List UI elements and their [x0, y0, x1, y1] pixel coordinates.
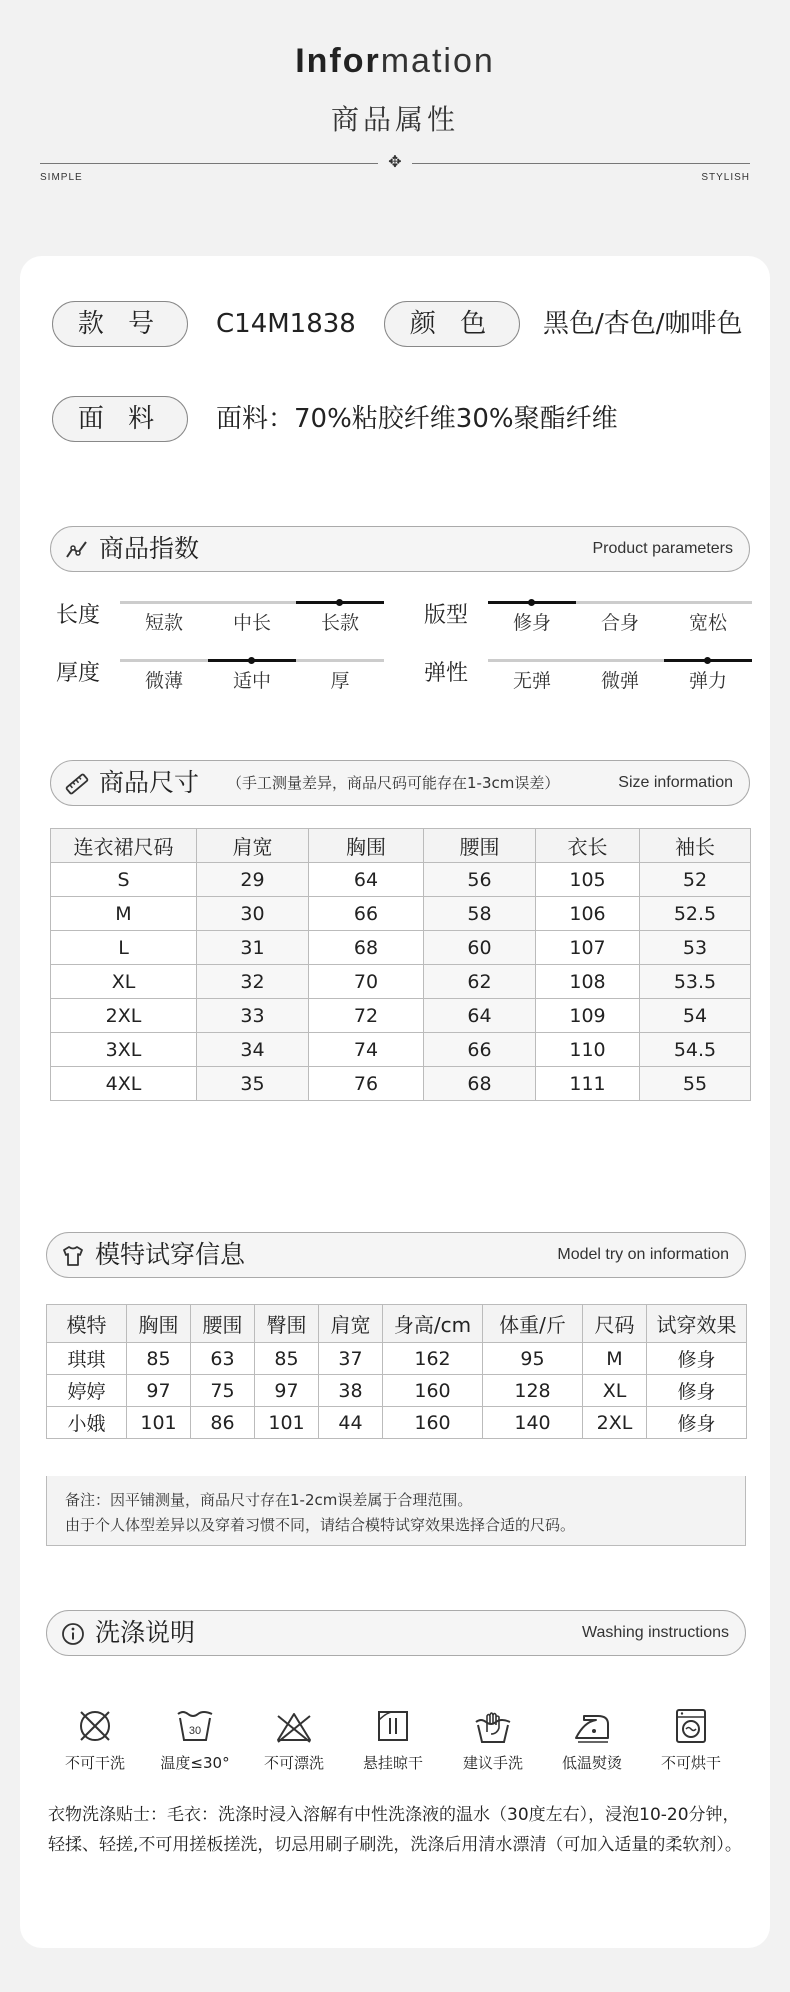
hand-wash-icon	[473, 1706, 513, 1746]
table-cell: L	[51, 931, 197, 965]
table-cell: 85	[127, 1343, 191, 1375]
style-no-value: C14M1838	[216, 309, 356, 339]
index-option: 无弹	[512, 670, 551, 692]
table-cell: 107	[536, 931, 640, 965]
wash-label: 低温熨烫	[561, 1754, 622, 1772]
info-card	[20, 256, 770, 1948]
table-cell: M	[583, 1343, 647, 1375]
note-line: 由于个人体型差异以及穿着习惯不同，请结合模特试穿效果选择合适的尺码。	[65, 1516, 576, 1534]
section-title: 模特试穿信息	[95, 1240, 246, 1269]
index-option-selected: 适中	[232, 670, 271, 692]
table-cell: 56	[424, 863, 536, 897]
table-cell: 76	[309, 1067, 424, 1101]
table-cell: 修身	[647, 1407, 747, 1439]
index-option: 合身	[600, 612, 639, 634]
table-cell: 58	[424, 897, 536, 931]
style-no-label: 款 号	[52, 301, 188, 347]
table-cell: 160	[383, 1375, 483, 1407]
index-selected-dot	[248, 657, 255, 664]
table-cell: 30	[197, 897, 309, 931]
table-cell: 44	[319, 1407, 383, 1439]
wash-label: 建议手洗	[462, 1754, 523, 1772]
table-cell: 70	[309, 965, 424, 999]
index-option-selected: 长款	[320, 612, 359, 634]
table-cell: 小娥	[47, 1407, 127, 1439]
section-header-model	[46, 1232, 746, 1278]
low-iron-icon	[572, 1706, 612, 1746]
table-cell: 109	[536, 999, 640, 1033]
no-tumble-dry-icon	[671, 1706, 711, 1746]
ruler-icon	[65, 772, 89, 796]
table-header-row	[47, 1305, 747, 1343]
table-cell: 53.5	[640, 965, 751, 999]
table-cell: 72	[309, 999, 424, 1033]
table-cell: 33	[197, 999, 309, 1033]
table-header-cell: 身高/cm	[383, 1305, 483, 1343]
section-title-en: Model try on information	[557, 1246, 729, 1263]
table-row	[51, 999, 751, 1033]
wash-label: 不可干洗	[64, 1754, 125, 1772]
table-cell: 85	[255, 1343, 319, 1375]
table-header-row	[51, 829, 751, 863]
table-cell: 68	[309, 931, 424, 965]
wash-item-hand-wash	[443, 1706, 543, 1773]
model-note	[46, 1476, 746, 1546]
table-cell: S	[51, 863, 197, 897]
table-cell: 66	[309, 897, 424, 931]
table-header-cell: 体重/斤	[483, 1305, 583, 1343]
table-row	[51, 1033, 751, 1067]
index-label: 弹性	[424, 661, 469, 686]
table-cell: XL	[51, 965, 197, 999]
header-tag-left: SIMPLE	[40, 172, 83, 183]
index-option: 厚	[330, 670, 350, 692]
table-cell: 64	[309, 863, 424, 897]
no-dry-clean-icon	[75, 1706, 115, 1746]
trend-line-icon	[65, 538, 89, 562]
section-header-size	[50, 760, 750, 806]
tshirt-icon	[61, 1244, 85, 1268]
color-value: 黑色/杏色/咖啡色	[543, 309, 743, 339]
table-cell: 140	[483, 1407, 583, 1439]
index-option-selected: 弹力	[688, 670, 727, 692]
index-selected-dot	[528, 599, 535, 606]
table-cell: 37	[319, 1343, 383, 1375]
section-title-en: Size information	[618, 774, 733, 791]
svg-text:30: 30	[188, 1725, 202, 1737]
index-option: 微弹	[600, 670, 639, 692]
wash-item-low-iron	[542, 1706, 642, 1773]
table-cell: 54	[640, 999, 751, 1033]
model-table	[46, 1304, 747, 1439]
wash-item-no-tumble-dry	[641, 1706, 741, 1773]
wash-label: 不可烘干	[660, 1754, 721, 1772]
header-title-en: Information	[295, 42, 495, 80]
info-icon	[61, 1622, 85, 1646]
table-cell: 52	[640, 863, 751, 897]
header-title-cn: 商品属性	[330, 103, 459, 136]
wash-label: 悬挂晾干	[362, 1754, 423, 1772]
table-cell: XL	[583, 1375, 647, 1407]
wash-30-icon	[175, 1706, 215, 1746]
washing-tips: 衣物洗涤贴士：毛衣：洗涤时浸入溶解有中性洗涤液的温水（30度左右），浸泡10-20分钟，轻揉、轻搓,不可用搓板搓洗，切忌用刷子刷洗，洗涤后用清水漂清（可加入适量的柔软剂）。	[48, 1805, 742, 1855]
table-header-cell: 腰围	[191, 1305, 255, 1343]
section-title: 商品指数	[99, 534, 200, 563]
table-cell: 64	[424, 999, 536, 1033]
table-cell: 86	[191, 1407, 255, 1439]
table-header-cell: 腰围	[424, 829, 536, 863]
no-bleach-icon	[274, 1706, 314, 1746]
note-line: 备注：因平铺测量，商品尺寸存在1-2cm误差属于合理范围。	[65, 1491, 473, 1509]
table-cell: 160	[383, 1407, 483, 1439]
table-row	[51, 965, 751, 999]
wash-item-no-dry-clean	[45, 1706, 145, 1773]
table-cell: 95	[483, 1343, 583, 1375]
index-label: 厚度	[56, 661, 101, 686]
fabric-value: 面料：70%粘胶纤维30%聚酯纤维	[216, 404, 618, 434]
table-row	[51, 897, 751, 931]
table-cell: 68	[424, 1067, 536, 1101]
table-cell: 111	[536, 1067, 640, 1101]
section-header-product-index	[50, 526, 750, 572]
table-cell: 35	[197, 1067, 309, 1101]
page-header	[0, 0, 790, 240]
table-cell: 106	[536, 897, 640, 931]
wash-item-no-bleach	[244, 1706, 344, 1773]
table-cell: 4XL	[51, 1067, 197, 1101]
table-row	[51, 863, 751, 897]
size-table	[50, 828, 751, 1101]
table-row	[47, 1407, 747, 1439]
wash-label: 温度≤30°	[160, 1754, 230, 1772]
table-cell: 162	[383, 1343, 483, 1375]
table-cell: 52.5	[640, 897, 751, 931]
table-cell: 38	[319, 1375, 383, 1407]
color-label: 颜 色	[384, 301, 520, 347]
table-header-cell: 试穿效果	[647, 1305, 747, 1343]
wash-label: 不可漂洗	[263, 1754, 324, 1772]
table-header-cell: 连衣裙尺码	[51, 829, 197, 863]
table-cell: 32	[197, 965, 309, 999]
table-header-cell: 衣长	[536, 829, 640, 863]
table-cell: 101	[127, 1407, 191, 1439]
table-cell: 63	[191, 1343, 255, 1375]
index-label: 长度	[56, 603, 101, 628]
table-cell: 54.5	[640, 1033, 751, 1067]
table-cell: 128	[483, 1375, 583, 1407]
cross-arrows-icon: ✥	[388, 152, 402, 171]
table-cell: 74	[309, 1033, 424, 1067]
wash-item-wash-30	[145, 1706, 245, 1773]
table-cell: 97	[127, 1375, 191, 1407]
table-cell: 66	[424, 1033, 536, 1067]
index-option: 宽松	[688, 612, 727, 634]
section-title: 商品尺寸	[99, 768, 200, 797]
section-title: 洗涤说明	[95, 1618, 196, 1647]
index-option: 中长	[232, 612, 271, 634]
table-header-cell: 臀围	[255, 1305, 319, 1343]
header-tag-right: STYLISH	[701, 172, 750, 183]
table-cell: 修身	[647, 1343, 747, 1375]
table-header-cell: 肩宽	[319, 1305, 383, 1343]
index-selected-dot	[704, 657, 711, 664]
table-header-cell: 尺码	[583, 1305, 647, 1343]
table-cell: 101	[255, 1407, 319, 1439]
table-cell: 75	[191, 1375, 255, 1407]
section-title-en: Product parameters	[592, 540, 733, 557]
section-subtitle: （手工测量差异，商品尺码可能存在1-3cm误差）	[227, 774, 560, 792]
table-cell: 108	[536, 965, 640, 999]
table-row	[47, 1343, 747, 1375]
table-cell: 55	[640, 1067, 751, 1101]
table-header-cell: 胸围	[309, 829, 424, 863]
table-cell: 110	[536, 1033, 640, 1067]
table-row	[51, 1067, 751, 1101]
index-label: 版型	[424, 603, 469, 628]
table-header-cell: 胸围	[127, 1305, 191, 1343]
table-row	[47, 1375, 747, 1407]
table-cell: 62	[424, 965, 536, 999]
table-cell: 29	[197, 863, 309, 897]
table-cell: 97	[255, 1375, 319, 1407]
table-header-cell: 袖长	[640, 829, 751, 863]
header-divider-right	[412, 163, 750, 164]
table-cell: 31	[197, 931, 309, 965]
index-option-selected: 修身	[512, 612, 551, 634]
table-cell: 105	[536, 863, 640, 897]
table-cell: 3XL	[51, 1033, 197, 1067]
hang-dry-icon	[373, 1706, 413, 1746]
index-option: 微薄	[144, 670, 183, 692]
table-cell: 53	[640, 931, 751, 965]
table-cell: 2XL	[583, 1407, 647, 1439]
table-cell: M	[51, 897, 197, 931]
section-title-en: Washing instructions	[581, 1624, 729, 1641]
fabric-label: 面 料	[52, 396, 188, 442]
table-cell: 2XL	[51, 999, 197, 1033]
table-header-cell: 模特	[47, 1305, 127, 1343]
table-header-cell: 肩宽	[197, 829, 309, 863]
wash-item-hang-dry	[343, 1706, 443, 1773]
table-cell: 修身	[647, 1375, 747, 1407]
table-cell: 琪琪	[47, 1343, 127, 1375]
section-header-wash	[46, 1610, 746, 1656]
table-cell: 34	[197, 1033, 309, 1067]
table-row	[51, 931, 751, 965]
header-divider-left	[40, 163, 378, 164]
table-cell: 婷婷	[47, 1375, 127, 1407]
index-option: 短款	[144, 612, 183, 634]
index-selected-dot	[336, 599, 343, 606]
table-cell: 60	[424, 931, 536, 965]
